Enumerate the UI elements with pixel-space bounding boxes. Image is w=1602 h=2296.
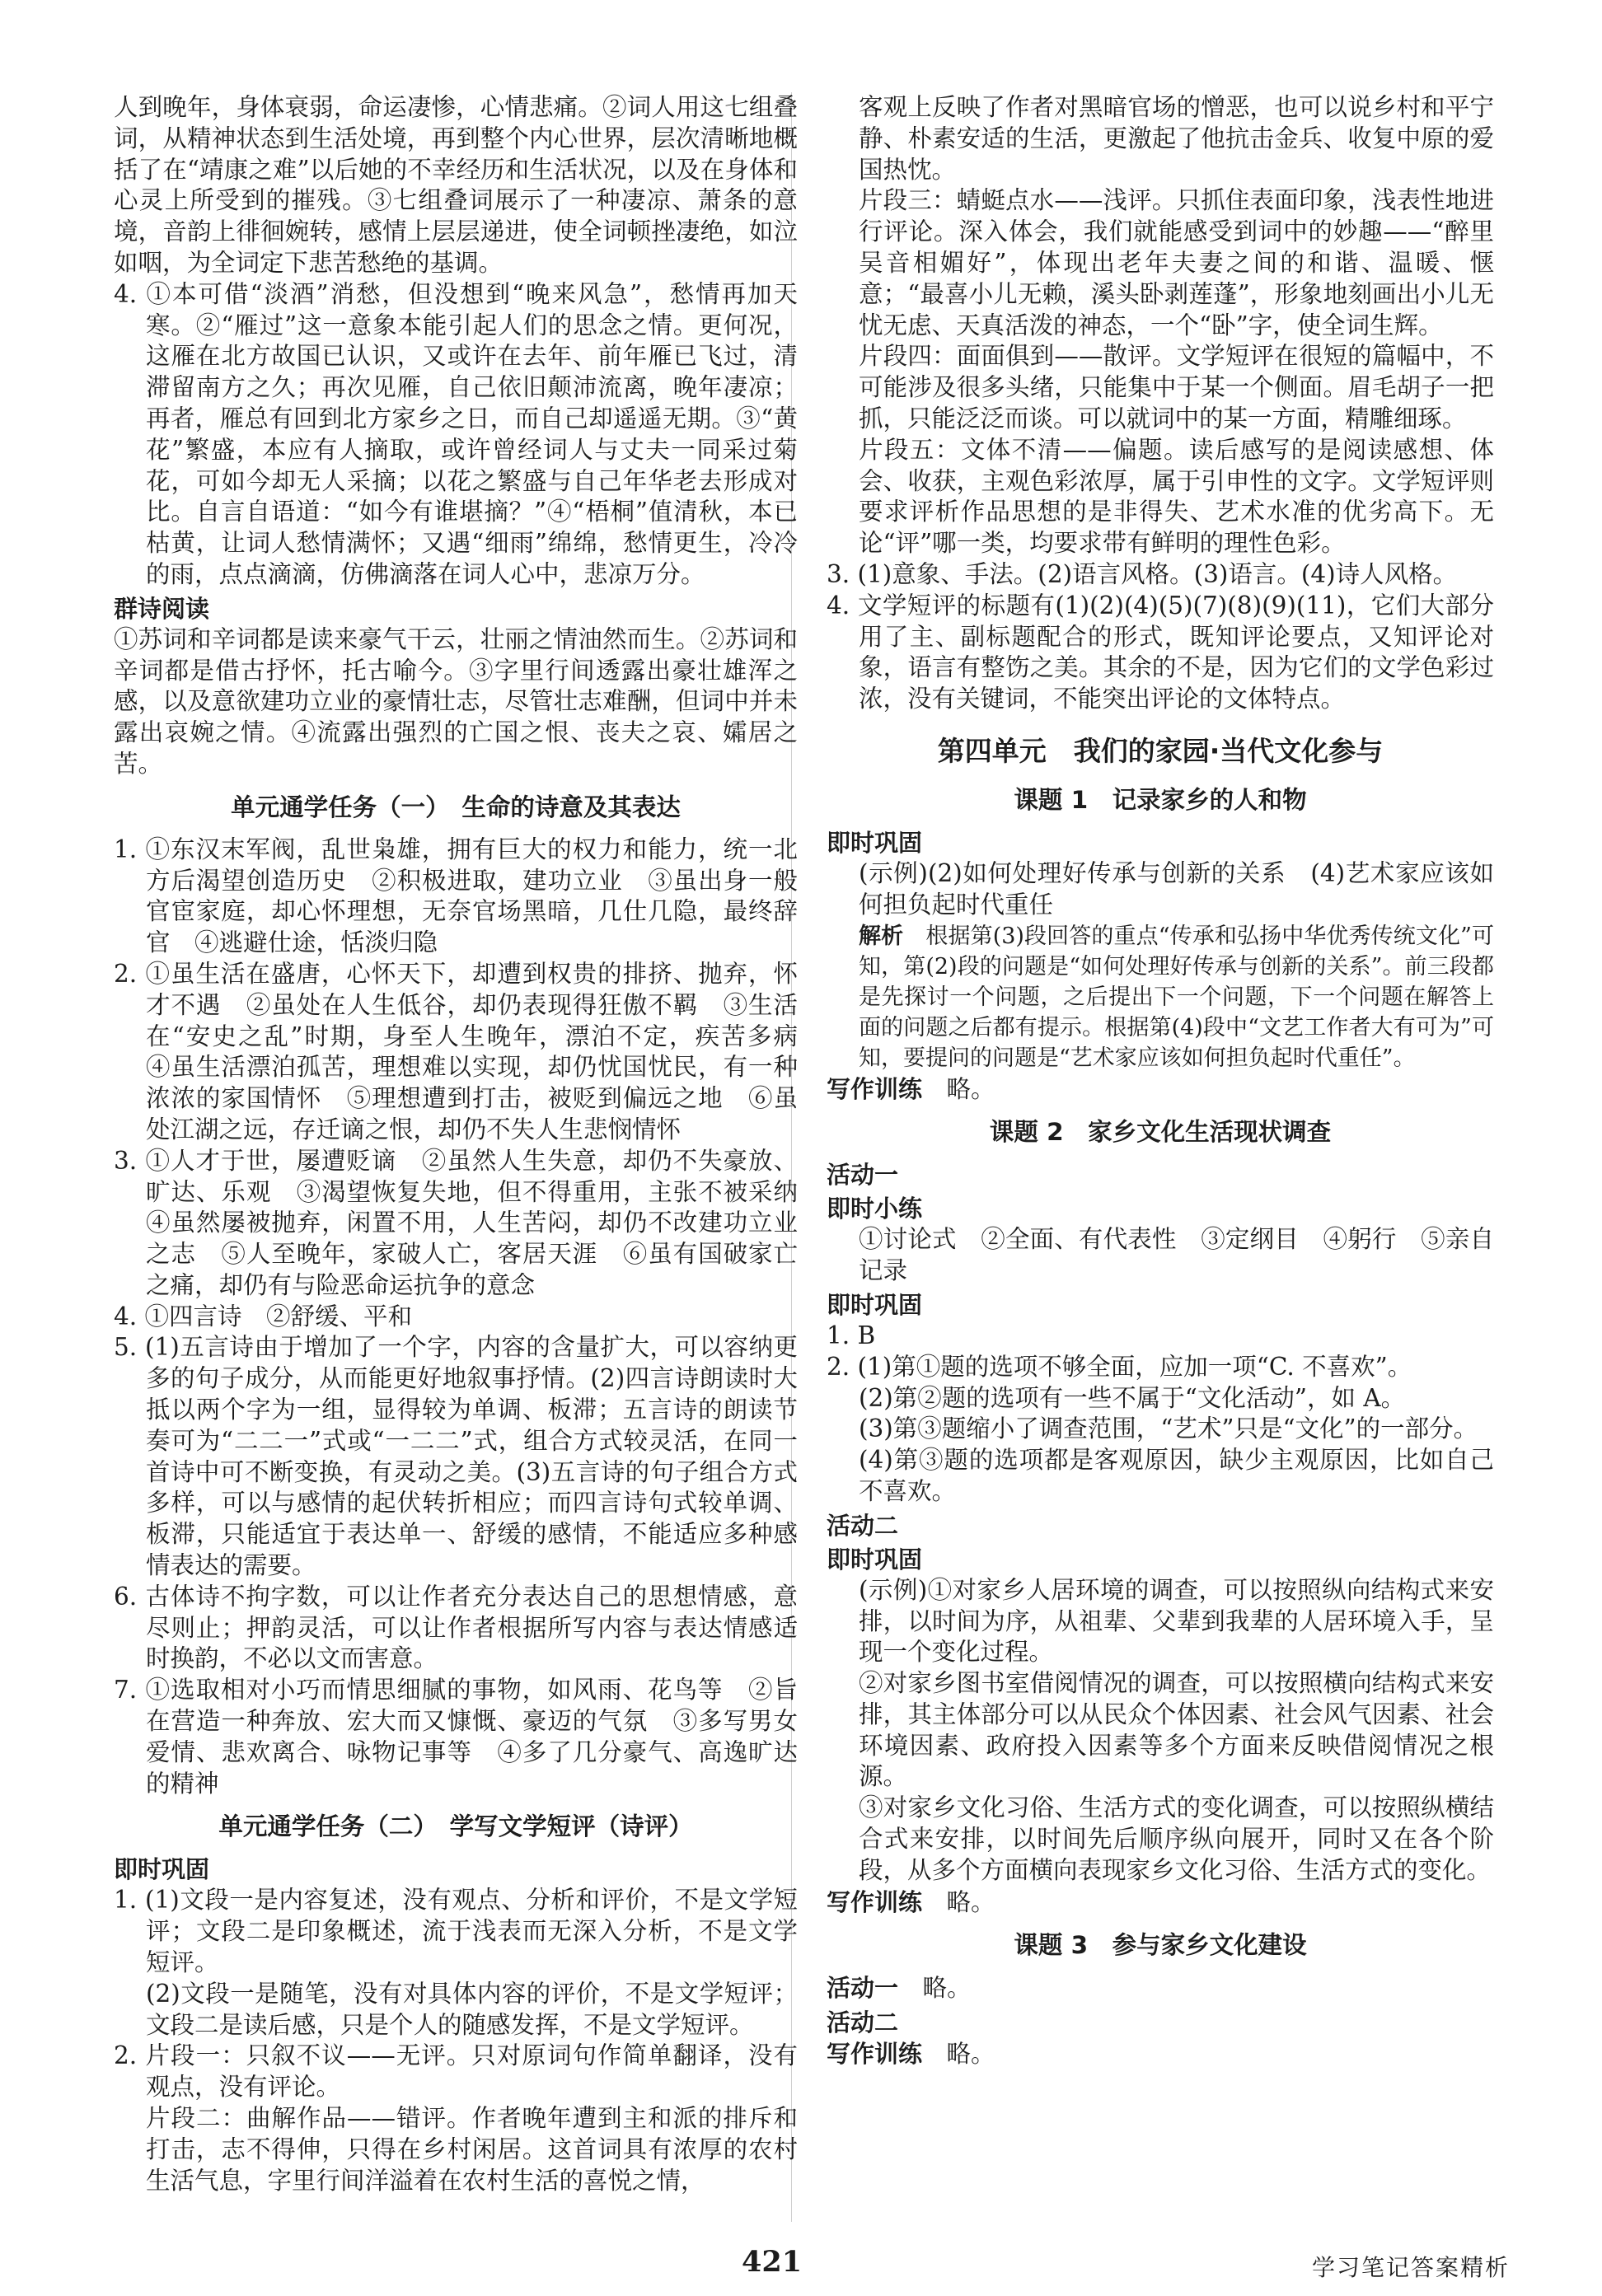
- left-column: [114, 92, 822, 2196]
- analysis-text: 根据第(3)段回答的重点“传承和弘扬中华优秀传统文化”可知，第(2)段的问题是“如何处理好传承与创新的关系”。前三段都是先探讨一个问题，之后提出下一个问题，下一个问题在解答上面的问题之后都有提示。根据第(4)段中“文艺工作者大有可为”可知，要提问的问题是“艺术家应该如何担负起时代重任”。: [859, 923, 1495, 1071]
- topic2-answer-1: 1. B: [827, 1321, 876, 1349]
- topic2-writing: [827, 1887, 1494, 1919]
- task2-answer-1a: 1. (1)文段一是内容复述，没有观点、分析和评价，不是文学短评；文段二是印象概述，流于浅表而无深入分析，不是文学短评。: [114, 1886, 798, 1977]
- topic2-answer-2d: (4)第③题的选项都是客观原因，缺少主观原因，比如自己不喜欢。: [859, 1446, 1494, 1505]
- answer-4: 4. ①本可借“淡酒”消愁，但没想到“晚来风急”，愁情再加天寒。②“雁过”这一意象本能引起人们的思念之情。更何况，这雁在北方故国已认识，又或许在去年、前年雁已飞过，清滞留南方之久；再次见雁，自己依旧颠沛流离，晚年凄凉；再者，雁总有回到北方家乡之日，而自己却遥遥无期。③“黄花”繁盛，本应有人摘取，或许曾经词人与丈夫一同采过菊花，可如今却无人采摘；以花之繁盛与自己年华老去形成对比。自言自语道：“如今有谁堪摘？”④“梧桐”值清秋，本已枯黄，让词人愁情满怀；又遇“细雨”绵绵，愁情更生，冷冷的雨，点点滴滴，仿佛滴落在词人心中，悲凉万分。: [114, 279, 798, 588]
- topic2-answer-2b: (2)第②题的选项有一些不属于“文化活动”，如 A。: [859, 1383, 1406, 1412]
- activity-2-label: 活动二: [827, 1511, 899, 1540]
- task1-title: 单元通学任务（一） 生命的诗意及其表达: [231, 793, 681, 821]
- topic2-answer-2c: (3)第③题缩小了调查范围，“艺术”只是“文化”的一部分。: [859, 1415, 1478, 1443]
- topic1-analysis: [827, 921, 1494, 1073]
- topic1-writing: [827, 1073, 1494, 1106]
- activity2-answer-3: ③对家乡文化习俗、生活方式的变化调查，可以按照纵横结合式来安排，以时间先后顺序纵向展开，同时又在各个阶段，从多个方面横向表现家乡文化习俗、生活方式的变化。: [859, 1793, 1494, 1884]
- writing-label: 写作训练: [827, 1887, 923, 1916]
- section-heading-xiaolian: 即时小练: [827, 1195, 923, 1223]
- task1-answer-2: 2. ①虽生活在盛唐，心怀天下，却遭到权贵的排挤、抛弃，怀才不遇 ②虽处在人生低谷，却仍表现得狂傲不羁 ③生活在“安史之乱”时期，身至人生晚年，漂泊不定，疾苦多病 ④虽生活漂泊孤苦，理想难以实现，却仍忧国忧民，有一种浓浓的家国情怀 ⑤理想遭到打击，被贬到偏远之地 ⑥虽处江湖之远，存迁谪之恨，却仍不失人生悲悯情怀: [114, 959, 822, 1143]
- activity-1-value: 略。: [922, 1974, 972, 2003]
- task1-answer-3: 3. ①人才于世，屡遭贬谪 ②虽然人生失意，却仍不失豪放、旷达、乐观 ③渴望恢复失地，但不得重用，主张不被采纳 ④虽然屡被抛弃，闲置不用，人生苦闷，却仍不改建功立业之志 ⑤人至晚年，家破人亡，客居天涯 ⑥虽有国破家亡之痛，却仍有与险恶命运抗争的意念: [114, 1146, 822, 1299]
- topic3-title: 课题 3 参与家乡文化建设: [1014, 1931, 1307, 1960]
- activity-1-label: 活动一: [827, 1161, 899, 1190]
- task2-answer-3: 3. (1)意象、手法。(2)语言风格。(3)语言。(4)诗人风格。: [827, 559, 1458, 588]
- unit4-title: 第四单元 我们的家园·当代文化参与: [937, 734, 1384, 767]
- fragment-3: 片段三：蜻蜓点水——浅评。只抓住表面印象，浅表性地进行评论。深入体会，我们就能感受到词中的妙趣——“醉里吴音相媚好”，体现出老年夫妻之间的和谐、温暖、惬意；“最喜小儿无赖，溪头卧剥莲蓬”，形象地刻画出小儿无忧无虑、天真活泼的神态，一个“卧”字，使全词生辉。: [859, 186, 1494, 339]
- activity2-answer-2: ②对家乡图书室借阅情况的调查，可以按照横向结构式来安排，其主体部分可以从民众个体因素、社会风气因素、社会环境因素、政府投入因素等多个方面来反映借阅情况之根源。: [859, 1669, 1494, 1791]
- task2-answer-1b: (2)文段一是随笔，没有对具体内容的评价，不是文学短评；文段二是读后感，只是个人的随感发挥，不是文学短评。: [146, 1979, 798, 2039]
- page-number: 421: [742, 2245, 803, 2279]
- right-column: [827, 92, 1494, 2070]
- activity-1-label: 活动一: [827, 1974, 899, 2003]
- topic3-activity-1: [827, 1972, 1494, 2004]
- writing-label: 写作训练: [827, 1074, 923, 1103]
- topic3-writing: [827, 2038, 1494, 2070]
- answer-continuation: 人到晚年，身体衰弱，命运凄惨，心情悲痛。②词人用这七组叠词，从精神状态到生活处境，再到整个内心世界，层次清晰地概括了在“靖康之难”以后她的不幸经历和生活状况，以及在身体和心灵上所受到的摧残。③七组叠词展示了一种凄凉、萧条的意境，音韵上徘徊婉转，感情上层层递进，使全词顿挫凄绝，如泣如咽，为全词定下悲苦愁绝的基调。: [114, 93, 798, 277]
- writing-label: 写作训练: [827, 2040, 923, 2069]
- writing-value: 略。: [946, 2040, 995, 2069]
- task1-answer-6: 6. 古体诗不拘字数，可以让作者充分表达自己的思想情感，意尽则止；押韵灵活，可以让作者根据所写内容与表达情感适时换韵，不必以文而害意。: [114, 1582, 798, 1673]
- task1-answer-4: 4. ①四言诗 ②舒缓、平和: [114, 1302, 413, 1330]
- fragment-5: 片段五：文体不清——偏题。读后感写的是阅读感想、体会、收获，主观色彩浓厚，属于引申性的文字。文学短评则要求评析作品思想的是非得失、艺术水准的优劣高下。无论“评”哪一类，均要求带有鲜明的理性色彩。: [859, 435, 1494, 558]
- fragment-4: 片段四：面面俱到——散评。文学短评在很短的篇幅中，不可能涉及很多头绪，只能集中于某一个侧面。眉毛胡子一把抓，只能泛泛而谈。可以就词中的某一方面，精雕细琢。: [859, 342, 1494, 433]
- task1-answer-1: 1. ①东汉末军阀，乱世枭雄，拥有巨大的权力和能力，统一北方后渴望创造历史 ②积极进取，建功立业 ③虽出身一般官宦家庭，却心怀理想，无奈官场黑暗，几仕几隐，最终辞官 ④逃避仕途，恬淡归隐: [114, 835, 798, 957]
- task1-answer-7: 7. ①选取相对小巧而情思细腻的事物，如风雨、花鸟等 ②旨在营造一种奔放、宏大而又慷慨、豪迈的气氛 ③多写男女爱情、悲欢离合、咏物记事等 ④多了几分豪气、高逸旷达的精神: [114, 1676, 798, 1798]
- section-heading-jishi: 即时巩固: [827, 1290, 923, 1319]
- section-heading-qunshi: 群诗阅读: [114, 594, 210, 623]
- answer-continuation: 客观上反映了作者对黑暗官场的憎恶，也可以说乡村和平宁静、朴素安适的生活，更激起了他抗击金兵、收复中原的爱国热忱。: [859, 93, 1494, 184]
- topic2-practice-answer: ①讨论式 ②全面、有代表性 ③定纲目 ④躬行 ⑤亲自记录: [859, 1225, 1494, 1285]
- topic1-example-answer: (示例)(2)如何处理好传承与创新的关系 (4)艺术家应该如何担负起时代重任: [859, 858, 1494, 919]
- qunshi-answer: ①苏词和辛词都是读来豪气干云，壮丽之情油然而生。②苏词和辛词都是借古抒怀，托古喻今。③字里行间透露出豪壮雄浑之感，以及意欲建功立业的豪情壮志，尽管壮志难酬，但词中并未露出哀婉之情。④流露出强烈的亡国之恨、丧夫之哀、孀居之苦。: [114, 624, 798, 778]
- book-title: 学习笔记答案精析: [1312, 2254, 1511, 2281]
- section-heading-jishi: 即时巩固: [827, 1545, 923, 1574]
- activity2-answer-1: (示例)①对家乡人居环境的调查，可以按照纵向结构式来安排，以时间为序，从祖辈、父辈到我辈的人居环境入手，呈现一个变化过程。: [859, 1575, 1494, 1667]
- task1-answer-5: 5. (1)五言诗由于增加了一个字，内容的含量扩大，可以容纳更多的句子成分，从而能更好地叙事抒情。(2)四言诗朗读时大抵以两个字为一组，显得较为单调、板滞；五言诗的朗读节奏可为“二二一”式或“一二二”式，组合方式较灵活，在同一首诗中可不断变换，有灵动之美。(3)五言诗的句子组合方式多样，可以与感情的起伏转折相应；而四言诗句式较单调、板滞，只能适宜于表达单一、舒缓的感情，不能适应多种感情表达的需要。: [114, 1333, 798, 1580]
- section-heading-jishi: 即时巩固: [827, 828, 923, 857]
- writing-value: 略。: [946, 1887, 995, 1916]
- topic2-answer-2a: 2. (1)第①题的选项不够全面，应加一项“C. 不喜欢”。: [827, 1352, 1412, 1381]
- task2-answer-2: 2. 片段一：只叙不议——无评。只对原词句作简单翻译，没有观点，没有评论。: [114, 2041, 798, 2102]
- topic2-title: 课题 2 家乡文化生活现状调查: [989, 1118, 1332, 1147]
- writing-value: 略。: [946, 1074, 995, 1103]
- task2-answer-4: 4. 文学短评的标题有(1)(2)(4)(5)(7)(8)(9)(11)，它们大部分用了主、副标题配合的形式，既知评论要点，又知评论对象，语言有整饬之美。其余的不是，因为它们的文学色彩过浓，没有关键词，不能突出评论的文体特点。: [827, 591, 1494, 713]
- task2-title: 单元通学任务（二） 学写文学短评（诗评）: [218, 1812, 693, 1841]
- topic1-title: 课题 1 记录家乡的人和物: [1014, 785, 1307, 814]
- analysis-label: 解析: [859, 923, 904, 949]
- activity-2-label: 活动二: [827, 2008, 899, 2037]
- task2-answer-2b: 片段二：曲解作品——错评。作者晚年遭到主和派的排斥和打击，志不得伸，只得在乡村闲居。这首词具有浓厚的农村生活气息，字里行间洋溢着在农村生活的喜悦之情，: [146, 2104, 798, 2195]
- section-heading-jishi: 即时巩固: [114, 1855, 210, 1884]
- page-footer: [0, 2245, 1602, 2281]
